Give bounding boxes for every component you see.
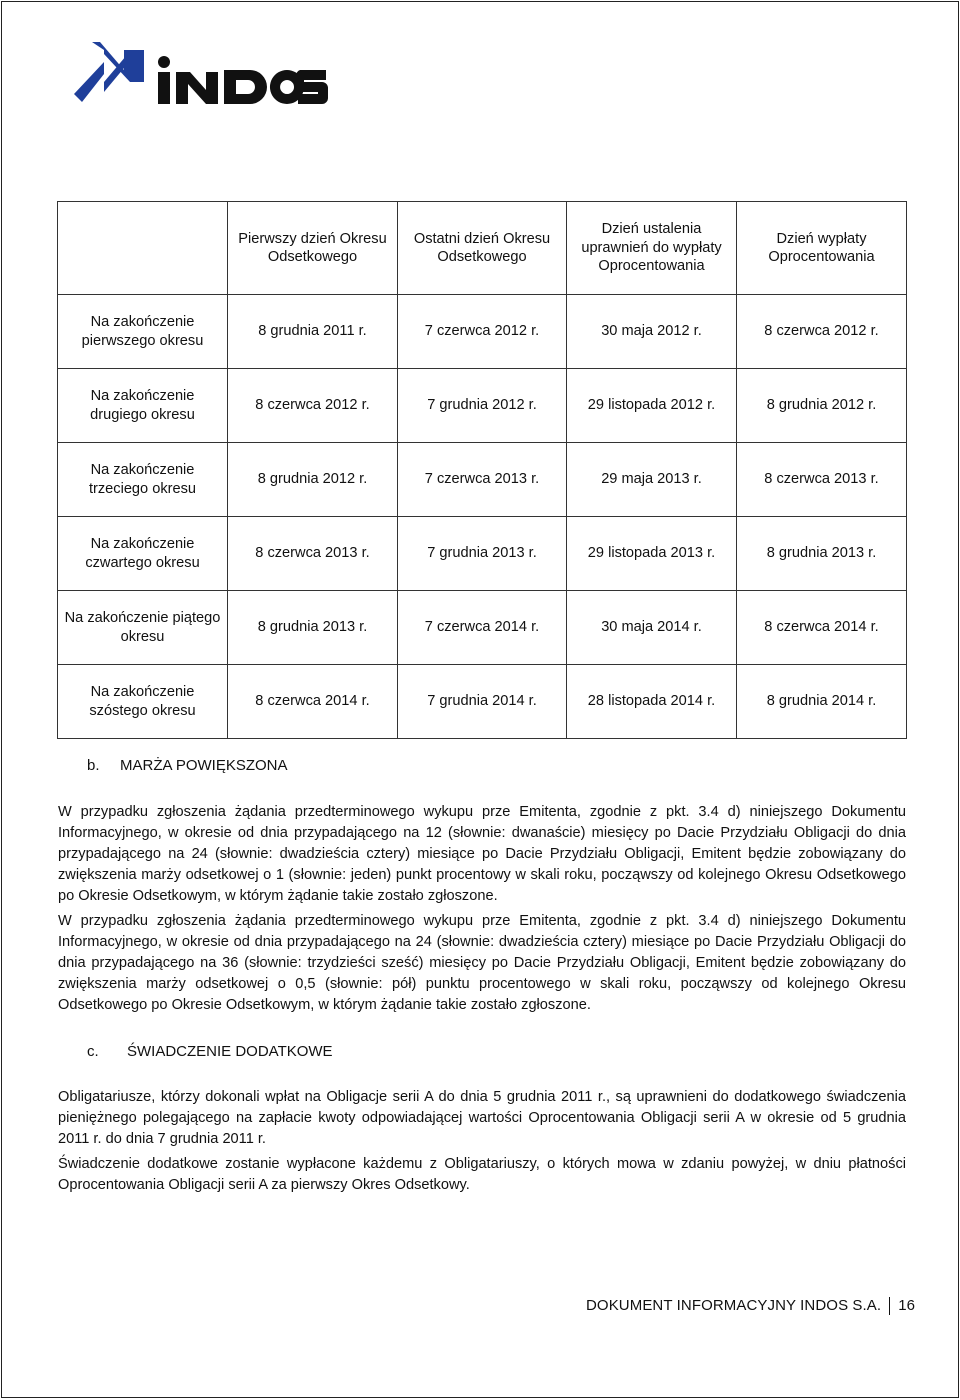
section-b-letter: b.	[87, 757, 100, 774]
document-page	[1, 1, 959, 1398]
header-last-day: Ostatni dzień Okresu Odsetkowego	[398, 202, 567, 295]
table-row	[58, 517, 907, 591]
payment-date-cell: 8 czerwca 2014 r.	[737, 591, 907, 665]
first-day-cell: 8 czerwca 2012 r.	[228, 369, 398, 443]
table-row	[58, 295, 907, 369]
record-date-cell: 30 maja 2012 r.	[567, 295, 737, 369]
section-b-title: MARŻA POWIĘKSZONA	[120, 757, 288, 774]
interest-schedule-table	[57, 201, 907, 739]
last-day-cell: 7 czerwca 2012 r.	[398, 295, 567, 369]
last-day-cell: 7 grudnia 2012 r.	[398, 369, 567, 443]
first-day-cell: 8 grudnia 2011 r.	[228, 295, 398, 369]
footer-document-title: DOKUMENT INFORMACYJNY INDOS S.A.	[586, 1297, 882, 1314]
last-day-cell: 7 grudnia 2014 r.	[398, 665, 567, 739]
header-first-day: Pierwszy dzień Okresu Odsetkowego	[228, 202, 398, 295]
payment-date-cell: 8 grudnia 2014 r.	[737, 665, 907, 739]
paragraph-additional-benefit-2: Świadczenie dodatkowe zostanie wypłacone każdemu z Obligatariuszy, o których mowa w zdaniu powyżej, w dniu płatności Oprocentowania Obligacji serii A za pierwszy Okres Odsetkowy.	[58, 1156, 906, 1193]
last-day-cell: 7 czerwca 2014 r.	[398, 591, 567, 665]
last-day-cell: 7 grudnia 2013 r.	[398, 517, 567, 591]
payment-date-cell: 8 czerwca 2012 r.	[737, 295, 907, 369]
payment-date-cell: 8 grudnia 2013 r.	[737, 517, 907, 591]
payment-date-cell: 8 czerwca 2013 r.	[737, 443, 907, 517]
paragraph-additional-benefit-1: Obligatariusze, którzy dokonali wpłat na Obligacje serii A do dnia 5 grudnia 2011 r., są uprawnieni do dodatkowego świadczenia pieniężnego polegającego na zapłacie kwoty odpowiadającej wartości Oprocentowania Obligacji serii A w okresie od 5 grudnia 2011 r. do dnia 7 grudnia 2011 r.	[58, 1089, 906, 1147]
record-date-cell: 30 maja 2014 r.	[567, 591, 737, 665]
header-cell-empty	[58, 202, 228, 295]
page-footer	[586, 1297, 915, 1315]
table-row	[58, 369, 907, 443]
period-label: Na zakończenie drugiego okresu	[58, 369, 228, 443]
payment-date-cell: 8 grudnia 2012 r.	[737, 369, 907, 443]
section-c-heading	[87, 1043, 333, 1060]
footer-separator	[889, 1297, 890, 1315]
table-row	[58, 591, 907, 665]
record-date-cell: 29 listopada 2012 r.	[567, 369, 737, 443]
indos-logo	[74, 42, 336, 110]
table-row	[58, 665, 907, 739]
table-row	[58, 443, 907, 517]
period-label: Na zakończenie piątego okresu	[58, 591, 228, 665]
header-payment-date: Dzień wypłaty Oprocentowania	[737, 202, 907, 295]
record-date-cell: 28 listopada 2014 r.	[567, 665, 737, 739]
indos-logo-graphic	[74, 42, 336, 110]
period-label: Na zakończenie czwartego okresu	[58, 517, 228, 591]
record-date-cell: 29 listopada 2013 r.	[567, 517, 737, 591]
last-day-cell: 7 czerwca 2013 r.	[398, 443, 567, 517]
first-day-cell: 8 czerwca 2013 r.	[228, 517, 398, 591]
header-record-date: Dzień ustalenia uprawnień do wypłaty Oprocentowania	[567, 202, 737, 295]
record-date-cell: 29 maja 2013 r.	[567, 443, 737, 517]
period-label: Na zakończenie trzeciego okresu	[58, 443, 228, 517]
first-day-cell: 8 grudnia 2012 r.	[228, 443, 398, 517]
table-header-row	[58, 202, 907, 295]
section-c-title: ŚWIADCZENIE DODATKOWE	[127, 1043, 333, 1060]
paragraph-margin-increase-2: W przypadku zgłoszenia żądania przedterminowego wykupu prze Emitenta, zgodnie z pkt. 3.4 d) niniejszego Dokumentu Informacyjnego, w okresie od dnia przypadającego na 24 (słownie: dwadzieścia cztery) miesiące po Dacie Przydziału Obligacji do dnia przypadającego na 36 (słownie: trzydzieści sześć) miesięcy po Dacie Przydziału Obligacji, Emitent będzie zobowiązany do zwiększenia marży odsetkowej o 0,5 (słownie: pół) punktu procentowego w skali roku, począwszy od kolejnego Okresu Odsetkowego po Okresie Odsetkowym, w którym żądanie takie zostało zgłoszone.	[58, 913, 906, 1013]
section-c-letter: c.	[87, 1043, 99, 1060]
first-day-cell: 8 grudnia 2013 r.	[228, 591, 398, 665]
period-label: Na zakończenie pierwszego okresu	[58, 295, 228, 369]
paragraph-margin-increase-1: W przypadku zgłoszenia żądania przedterminowego wykupu prze Emitenta, zgodnie z pkt. 3.4 d) niniejszego Dokumentu Informacyjnego, w okresie od dnia przypadającego na 12 (słownie: dwanaście) miesięcy po Dacie Przydziału Obligacji do dnia przypadającego na 24 (słownie: dwadzieścia cztery) miesiące po Dacie Przydziału Obligacji, Emitent będzie zobowiązany do zwiększenia marży odsetkowej o 1 (słownie: jeden) punkt procentowy w skali roku, począwszy od kolejnego Okresu Odsetkowego po Okresie Odsetkowym, w którym żądanie takie zostało zgłoszone.	[58, 804, 906, 904]
period-label: Na zakończenie szóstego okresu	[58, 665, 228, 739]
section-b-heading	[87, 757, 288, 774]
first-day-cell: 8 czerwca 2014 r.	[228, 665, 398, 739]
page-number: 16	[898, 1297, 916, 1314]
